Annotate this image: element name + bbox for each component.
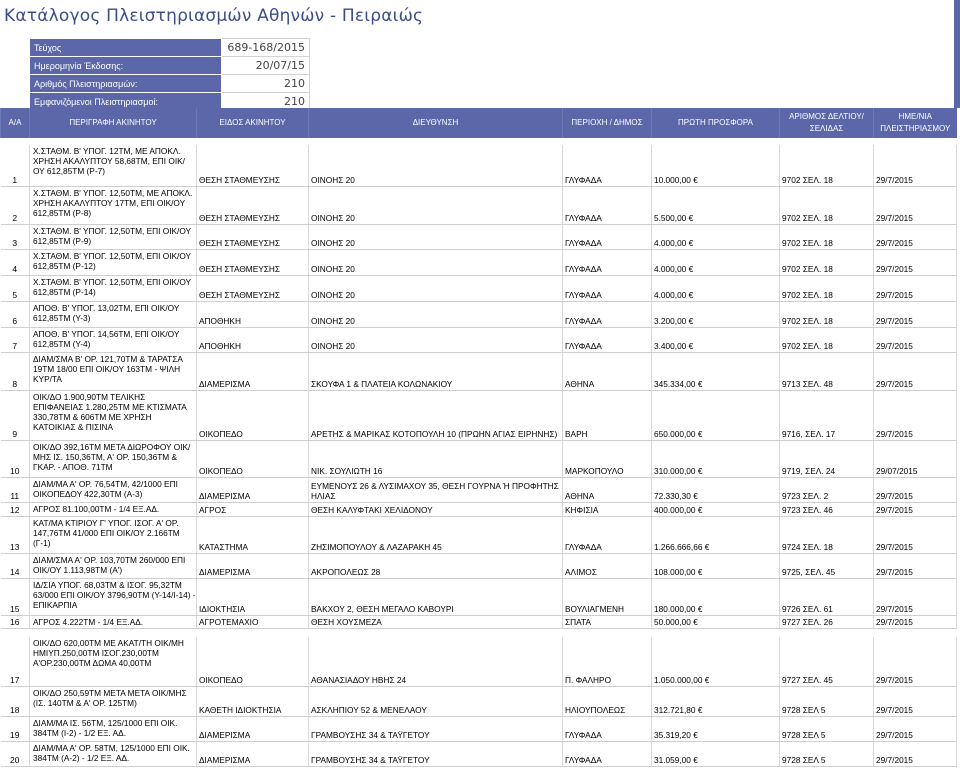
row-offer: 650.000,00 € [652, 390, 780, 440]
row-date: 29/7/2015 [874, 186, 957, 224]
row-number: 7 [1, 327, 30, 352]
row-description: Χ.ΣΤΑΘΜ. Β' ΥΠΟΓ. 12,50ΤΜ, ΕΠΙ ΟΙΚ/ΟΥ 612,85ΤΜ (Ρ-14) [30, 275, 197, 301]
row-bulletin: 9728 ΣΕΛ 5 [780, 742, 874, 767]
row-description: Χ.ΣΤΑΘΜ. Β' ΥΠΟΓ. 12,50ΤΜ, ΜΕ ΑΠΟΚΛ. ΧΡΗΣΗ ΑΚΑΛΥΠΤΟΥ 17ΤΜ, ΕΠΙ ΟΙΚ/ΟΥ 612,85ΤΜ (Ρ-8) [30, 186, 197, 224]
row-number: 19 [1, 717, 30, 742]
row-bulletin: 9702 ΣΕΛ. 18 [780, 224, 874, 249]
header-aa[interactable]: Α/Α [1, 108, 30, 138]
row-offer: 345.334,00 € [652, 352, 780, 390]
row-type: ΑΓΡΟΣ [197, 502, 309, 516]
row-description: ΑΓΡΟΣ 4.222ΤΜ - 1/4 ΕΞ.ΑΔ. [30, 615, 197, 628]
row-number: 3 [1, 224, 30, 249]
table-row[interactable] [1, 553, 957, 578]
row-offer: 5.500,00 € [652, 186, 780, 224]
row-address: ΖΗΣΙΜΟΠΟΥΛΟΥ & ΛΑΖΑΡΑΚΗ 45 [309, 516, 563, 553]
row-area: ΣΠΑΤΑ [563, 615, 652, 628]
info-label: Τεύχος [30, 39, 222, 57]
row-area: ΓΛΥΦΑΔΑ [563, 301, 652, 327]
auctions-table [0, 108, 957, 767]
row-area: ΑΘΗΝΑ [563, 477, 652, 502]
row-address: ΑΘΑΝΑΣΙΑΔΟΥ ΗΒΗΣ 24 [309, 637, 563, 687]
row-number: 4 [1, 249, 30, 275]
row-address: ΟΙΝΟΗΣ 20 [309, 249, 563, 275]
row-date: 29/7/2015 [874, 301, 957, 327]
row-area: ΓΛΥΦΑΔΑ [563, 327, 652, 352]
row-number: 1 [1, 145, 30, 186]
row-offer: 50.000,00 € [652, 615, 780, 628]
info-label: Ημερομηνία Έκδοσης: [30, 57, 222, 75]
row-area: Π. ΦΑΛΗΡΟ [563, 637, 652, 687]
row-date: 29/7/2015 [874, 327, 957, 352]
row-offer: 3.400,00 € [652, 327, 780, 352]
row-number: 8 [1, 352, 30, 390]
table-row[interactable] [1, 275, 957, 301]
row-date: 29/7/2015 [874, 717, 957, 742]
row-type: ΘΕΣΗ ΣΤΑΘΜΕΥΣΗΣ [197, 186, 309, 224]
row-address: ΒΑΚΧΟΥ 2, ΘΕΣΗ ΜΕΓΑΛΟ ΚΑΒΟΥΡΙ [309, 578, 563, 615]
row-offer: 72.330,30 € [652, 477, 780, 502]
row-number: 9 [1, 390, 30, 440]
row-type: ΘΕΣΗ ΣΤΑΘΜΕΥΣΗΣ [197, 224, 309, 249]
row-area: ΓΛΥΦΑΔΑ [563, 145, 652, 186]
row-description: Χ.ΣΤΑΘΜ. Β' ΥΠΟΓ. 12,50ΤΜ, ΕΠΙ ΟΙΚ/ΟΥ 612,85ΤΜ (Ρ-12) [30, 249, 197, 275]
spacer-cell [1, 138, 957, 145]
row-offer: 4.000,00 € [652, 249, 780, 275]
row-address: ΑΚΡΟΠΟΛΕΩΣ 28 [309, 553, 563, 578]
row-offer: 400.000,00 € [652, 502, 780, 516]
row-offer: 4.000,00 € [652, 275, 780, 301]
row-date: 29/7/2015 [874, 145, 957, 186]
row-offer: 312.721,80 € [652, 687, 780, 717]
row-date: 29/7/2015 [874, 275, 957, 301]
row-address: ΟΙΝΟΗΣ 20 [309, 145, 563, 186]
row-area: ΑΛΙΜΟΣ [563, 553, 652, 578]
row-offer: 3.200,00 € [652, 301, 780, 327]
row-address: ΟΙΝΟΗΣ 20 [309, 301, 563, 327]
table-row[interactable] [1, 615, 957, 628]
row-description: Χ.ΣΤΑΘΜ. Β' ΥΠΟΓ. 12,50ΤΜ, ΕΠΙ ΟΙΚ/ΟΥ 612,85ΤΜ (Ρ-9) [30, 224, 197, 249]
row-number: 2 [1, 186, 30, 224]
row-offer: 10.000,00 € [652, 145, 780, 186]
row-type: ΘΕΣΗ ΣΤΑΘΜΕΥΣΗΣ [197, 145, 309, 186]
row-type: ΘΕΣΗ ΣΤΑΘΜΕΥΣΗΣ [197, 275, 309, 301]
row-description: ΟΙΚ/ΔΟ 250,59ΤΜ ΜΕΤΑ ΜΕΤΑ ΟΙΚ/ΜΗΣ (ΙΣ. 140ΤΜ & Α' ΟΡ. 125ΤΜ) [30, 687, 197, 717]
row-description: ΟΙΚ/ΔΟ 620,00ΤΜ ΜΕ ΑΚΑΤ/ΤΗ ΟΙΚ/ΜΗ ΗΜΙΥΠ.250,00ΤΜ ΙΣΟΓ.230,00ΤΜ Α'ΟΡ.230,00ΤΜ ΔΩΜΑ 40,00ΤΜ [30, 637, 197, 687]
row-description: ΑΠΟΘ. Β' ΥΠΟΓ. 13,02ΤΜ, ΕΠΙ ΟΙΚ/ΟΥ 612,85ΤΜ (Υ-3) [30, 301, 197, 327]
row-bulletin: 9716, ΣΕΛ. 17 [780, 390, 874, 440]
row-description: ΔΙΑΜ/ΜΑ Α' ΟΡ. 58ΤΜ, 125/1000 ΕΠΙ ΟΙΚ. 384ΤΜ (Α-2) - 1/2 ΕΞ. ΑΔ. [30, 742, 197, 767]
row-bulletin: 9725, ΣΕΛ. 45 [780, 553, 874, 578]
row-description: ΔΙΑΜ/ΜΑ ΙΣ. 56ΤΜ, 125/1000 ΕΠΙ ΟΙΚ. 384ΤΜ (Ι-2) - 1/2 ΕΞ. ΑΔ. [30, 717, 197, 742]
row-description: ΔΙΑΜ/ΣΜΑ Β' ΟΡ. 121,70ΤΜ & ΤΑΡΑΤΣΑ 19ΤΜ 18/00 ΕΠΙ ΟΙΚ/ΟΥ 163ΤΜ - ΨΙΛΗ ΚΥΡ/ΤΑ [30, 352, 197, 390]
row-address: ΘΕΣΗ ΧΟΥΣΜΕΖΑ [309, 615, 563, 628]
row-area: ΜΑΡΚΟΠΟΥΛΟ [563, 440, 652, 477]
row-bulletin: 9726 ΣΕΛ. 61 [780, 578, 874, 615]
table-row[interactable] [1, 477, 957, 502]
table-row[interactable] [1, 186, 957, 224]
row-number: 11 [1, 477, 30, 502]
row-number: 17 [1, 637, 30, 687]
row-description: Χ.ΣΤΑΘΜ. Β' ΥΠΟΓ. 12ΤΜ, ΜΕ ΑΠΟΚΛ. ΧΡΗΣΗ ΑΚΑΛΥΠΤΟΥ 58,68ΤΜ, ΕΠΙ ΟΙΚ/ΟΥ 612,85ΤΜ (Ρ-7) [30, 145, 197, 186]
header-address[interactable]: ΔΙΕΥΘΥΝΣΗ [309, 108, 563, 138]
header-area[interactable]: ΠΕΡΙΟΧΗ / ΔΗΜΟΣ [563, 108, 652, 138]
row-bulletin: 9702 ΣΕΛ. 18 [780, 249, 874, 275]
row-date: 29/7/2015 [874, 742, 957, 767]
row-area: ΓΛΥΦΑΔΑ [563, 516, 652, 553]
row-address: ΓΡΑΜΒΟΥΣΗΣ 34 & ΤΑΫΓΕΤΟΥ [309, 717, 563, 742]
row-number: 20 [1, 742, 30, 767]
row-type: ΔΙΑΜΕΡΙΣΜΑ [197, 553, 309, 578]
row-address: ΑΣΚΛΗΠΙΟΥ 52 & ΜΕΝΕΛΑΟΥ [309, 687, 563, 717]
row-type: ΔΙΑΜΕΡΙΣΜΑ [197, 352, 309, 390]
row-date: 29/7/2015 [874, 477, 957, 502]
row-description: ΚΑΤ/ΜΑ ΚΤΙΡΙΟΥ Γ' ΥΠΟΓ. ΙΣΟΓ. Α' ΟΡ. 147,76ΤΜ 41/000 ΕΠΙ ΟΙΚ/ΟΥ 2.166ΤΜ (Γ-1) [30, 516, 197, 553]
row-bulletin: 9728 ΣΕΛ 5 [780, 687, 874, 717]
table-row[interactable] [1, 440, 957, 477]
row-bulletin: 9727 ΣΕΛ. 26 [780, 615, 874, 628]
row-date: 29/7/2015 [874, 553, 957, 578]
row-description: ΔΙΑΜ/ΜΑ Α' ΟΡ. 76,54ΤΜ, 42/1000 ΕΠΙ ΟΙΚΟΠΕΔΟΥ 422,30ΤΜ (Α-3) [30, 477, 197, 502]
info-value: 689-168/2015 [222, 39, 310, 57]
table-row[interactable] [1, 742, 957, 767]
header-date[interactable]: ΗΜΕ/ΝΙΑ ΠΛΕΙΣΤΗΡΙΑΣΜΟΥ [874, 108, 957, 138]
row-offer: 1.050.000,00 € [652, 637, 780, 687]
row-address: ΘΕΣΗ ΚΑΛΥΦΤΑΚΙ ΧΕΛΙΔΟΝΟΥ [309, 502, 563, 516]
row-address: ΟΙΝΟΗΣ 20 [309, 327, 563, 352]
row-offer: 180.000,00 € [652, 578, 780, 615]
row-offer: 108.000,00 € [652, 553, 780, 578]
row-bulletin: 9713 ΣΕΛ. 48 [780, 352, 874, 390]
row-type: ΚΑΤΑΣΤΗΜΑ [197, 516, 309, 553]
info-label: Εμφανιζόμενοι Πλειστηριασμοί: [30, 93, 222, 111]
row-type: ΟΙΚΟΠΕΔΟ [197, 390, 309, 440]
table-row[interactable] [1, 578, 957, 615]
row-area: ΓΛΥΦΑΔΑ [563, 249, 652, 275]
table-row[interactable] [1, 502, 957, 516]
row-type: ΔΙΑΜΕΡΙΣΜΑ [197, 717, 309, 742]
table-row[interactable] [1, 301, 957, 327]
row-type: ΙΔΙΟΚΤΗΣΙΑ [197, 578, 309, 615]
page-title: Κατάλογος Πλειστηριασμών Αθηνών - Πειραιώς [4, 6, 424, 26]
row-bulletin: 9702 ΣΕΛ. 18 [780, 327, 874, 352]
row-number: 6 [1, 301, 30, 327]
table-row[interactable] [1, 717, 957, 742]
header-type[interactable]: ΕΙΔΟΣ ΑΚΙΝΗΤΟΥ [197, 108, 309, 138]
info-row-date [30, 57, 310, 75]
row-date: 29/7/2015 [874, 637, 957, 687]
row-area: ΓΛΥΦΑΔΑ [563, 717, 652, 742]
row-area: ΓΛΥΦΑΔΑ [563, 275, 652, 301]
row-bulletin: 9723 ΣΕΛ. 2 [780, 477, 874, 502]
row-gap [1, 628, 957, 637]
row-address: ΑΡΕΤΗΣ & ΜΑΡΙΚΑΣ ΚΟΤΟΠΟΥΛΗ 10 (ΠΡΩΗΝ ΑΓΙΑΣ ΕΙΡΗΝΗΣ) [309, 390, 563, 440]
row-bulletin: 9702 ΣΕΛ. 18 [780, 145, 874, 186]
row-number: 5 [1, 275, 30, 301]
row-address: ΓΡΑΜΒΟΥΣΗΣ 34 & ΤΑΫΓΕΤΟΥ [309, 742, 563, 767]
row-bulletin: 9724 ΣΕΛ. 18 [780, 516, 874, 553]
row-area: ΑΘΗΝΑ [563, 352, 652, 390]
gap-cell [1, 628, 957, 637]
row-offer: 31.059,00 € [652, 742, 780, 767]
row-number: 15 [1, 578, 30, 615]
row-address: ΟΙΝΟΗΣ 20 [309, 275, 563, 301]
row-date: 29/7/2015 [874, 578, 957, 615]
row-bulletin: 9702 ΣΕΛ. 18 [780, 186, 874, 224]
row-type: ΚΑΘΕΤΗ ΙΔΙΟΚΤΗΣΙΑ [197, 687, 309, 717]
row-number: 16 [1, 615, 30, 628]
table-row[interactable] [1, 249, 957, 275]
row-number: 12 [1, 502, 30, 516]
row-offer: 4.000,00 € [652, 224, 780, 249]
row-address: ΝΙΚ. ΣΟΥΛΙΩΤΗ 16 [309, 440, 563, 477]
row-bulletin: 9723 ΣΕΛ. 46 [780, 502, 874, 516]
row-offer: 310.000,00 € [652, 440, 780, 477]
row-date: 29/7/2015 [874, 615, 957, 628]
table-spacer [1, 138, 957, 145]
table-row[interactable] [1, 327, 957, 352]
issue-info-table [29, 38, 310, 111]
row-area: ΓΛΥΦΑΔΑ [563, 742, 652, 767]
table-row[interactable] [1, 224, 957, 249]
row-area: ΚΗΦΙΣΙΑ [563, 502, 652, 516]
row-number: 18 [1, 687, 30, 717]
table-row[interactable] [1, 687, 957, 717]
row-area: ΓΛΥΦΑΔΑ [563, 186, 652, 224]
row-date: 29/7/2015 [874, 352, 957, 390]
header-bulletin[interactable]: ΑΡΙΘΜΟΣ ΔΕΛΤΙΟΥ/ΣΕΛΙΔΑΣ [780, 108, 874, 138]
table-row[interactable] [1, 390, 957, 440]
row-description: ΙΔ/ΣΙΑ ΥΠΟΓ. 68,03ΤΜ & ΙΣΟΓ. 95,32ΤΜ 63/000 ΕΠΙ ΟΙΚ/ΟΥ 3796,90ΤΜ (Υ-14/Ι-14) - ΕΠΙΚΑΡΠΙΑ [30, 578, 197, 615]
row-number: 14 [1, 553, 30, 578]
row-description: ΑΓΡΟΣ 81.100,00ΤΜ - 1/4 ΕΞ.ΑΔ. [30, 502, 197, 516]
info-row-count [30, 75, 310, 93]
row-number: 13 [1, 516, 30, 553]
row-date: 29/7/2015 [874, 249, 957, 275]
info-value: 210 [222, 75, 310, 93]
row-area: ΗΛΙΟΥΠΟΛΕΩΣ [563, 687, 652, 717]
row-address: ΣΚΟΥΦΑ 1 & ΠΛΑΤΕΙΑ ΚΟΛΩΝΑΚΙΟΥ [309, 352, 563, 390]
row-bulletin: 9702 ΣΕΛ. 18 [780, 275, 874, 301]
row-type: ΟΙΚΟΠΕΔΟ [197, 440, 309, 477]
row-offer: 1.266.666,66 € [652, 516, 780, 553]
table-row[interactable] [1, 352, 957, 390]
info-value: 20/07/15 [222, 57, 310, 75]
info-value: 210 [222, 93, 310, 111]
row-description: ΔΙΑΜ/ΣΜΑ Α' ΟΡ. 103,70ΤΜ 260/000 ΕΠΙ ΟΙΚ/ΟΥ 1.113,98ΤΜ (Α') [30, 553, 197, 578]
row-type: ΔΙΑΜΕΡΙΣΜΑ [197, 742, 309, 767]
info-label: Αριθμός Πλειστηριασμών: [30, 75, 222, 93]
scroll-strip [954, 0, 960, 108]
row-date: 29/07/2015 [874, 440, 957, 477]
row-type: ΑΠΟΘΗΚΗ [197, 301, 309, 327]
row-area: ΒΟΥΛΙΑΓΜΕΝΗ [563, 578, 652, 615]
row-offer: 35.319,20 € [652, 717, 780, 742]
row-description: ΟΙΚ/ΔΟ 1.900,90ΤΜ ΤΕΛΙΚΗΣ ΕΠΙΦΑΝΕΙΑΣ 1.280,25ΤΜ ΜΕ ΚΤΙΣΜΑΤΑ 330,78ΤΜ & 606ΤΜ ΜΕ ΧΡΗΣΗ ΚΑΤΟΙΚΙΑΣ & ΠΙΣΙΝΑ [30, 390, 197, 440]
row-description: ΟΙΚ/ΔΟ 392,16ΤΜ ΜΕΤΑ ΔΙΩΡΟΦΟΥ ΟΙΚ/ΜΗΣ ΙΣ. 150,36ΤΜ, Α' ΟΡ. 150,36ΤΜ & ΓΚΑΡ. - ΑΠΟΘ. 71ΤΜ [30, 440, 197, 477]
table-row[interactable] [1, 516, 957, 553]
row-address: ΟΙΝΟΗΣ 20 [309, 186, 563, 224]
table-row[interactable] [1, 145, 957, 186]
row-bulletin: 9702 ΣΕΛ. 18 [780, 301, 874, 327]
row-type: ΟΙΚΟΠΕΔΟ [197, 637, 309, 687]
row-type: ΑΠΟΘΗΚΗ [197, 327, 309, 352]
header-description[interactable]: ΠΕΡΙΓΡΑΦΗ ΑΚΙΝΗΤΟΥ [30, 108, 197, 138]
row-date: 29/7/2015 [874, 390, 957, 440]
row-date: 29/7/2015 [874, 516, 957, 553]
row-bulletin: 9727 ΣΕΛ. 45 [780, 637, 874, 687]
row-type: ΑΓΡΟΤΕΜΑΧΙΟ [197, 615, 309, 628]
row-type: ΘΕΣΗ ΣΤΑΘΜΕΥΣΗΣ [197, 249, 309, 275]
row-bulletin: 9728 ΣΕΛ 5 [780, 717, 874, 742]
info-row-issue [30, 39, 310, 57]
row-area: ΓΛΥΦΑΔΑ [563, 224, 652, 249]
row-date: 29/7/2015 [874, 687, 957, 717]
row-area: ΒΑΡΗ [563, 390, 652, 440]
row-bulletin: 9719, ΣΕΛ. 24 [780, 440, 874, 477]
row-number: 10 [1, 440, 30, 477]
row-date: 29/7/2015 [874, 224, 957, 249]
row-type: ΔΙΑΜΕΡΙΣΜΑ [197, 477, 309, 502]
row-address: ΕΥΜΕΝΟΥΣ 26 & ΛΥΣΙΜΑΧΟΥ 35, ΘΕΣΗ ΓΟΥΡΝΑ Ή ΠΡΟΦΗΤΗΣ ΗΛΙΑΣ [309, 477, 563, 502]
table-row[interactable] [1, 637, 957, 687]
row-date: 29/7/2015 [874, 502, 957, 516]
row-address: ΟΙΝΟΗΣ 20 [309, 224, 563, 249]
row-description: ΑΠΟΘ. Β' ΥΠΟΓ. 14,56ΤΜ, ΕΠΙ ΟΙΚ/ΟΥ 612,85ΤΜ (Υ-4) [30, 327, 197, 352]
header-offer[interactable]: ΠΡΩΤΗ ΠΡΟΣΦΟΡΑ [652, 108, 780, 138]
table-header-row [1, 108, 957, 138]
